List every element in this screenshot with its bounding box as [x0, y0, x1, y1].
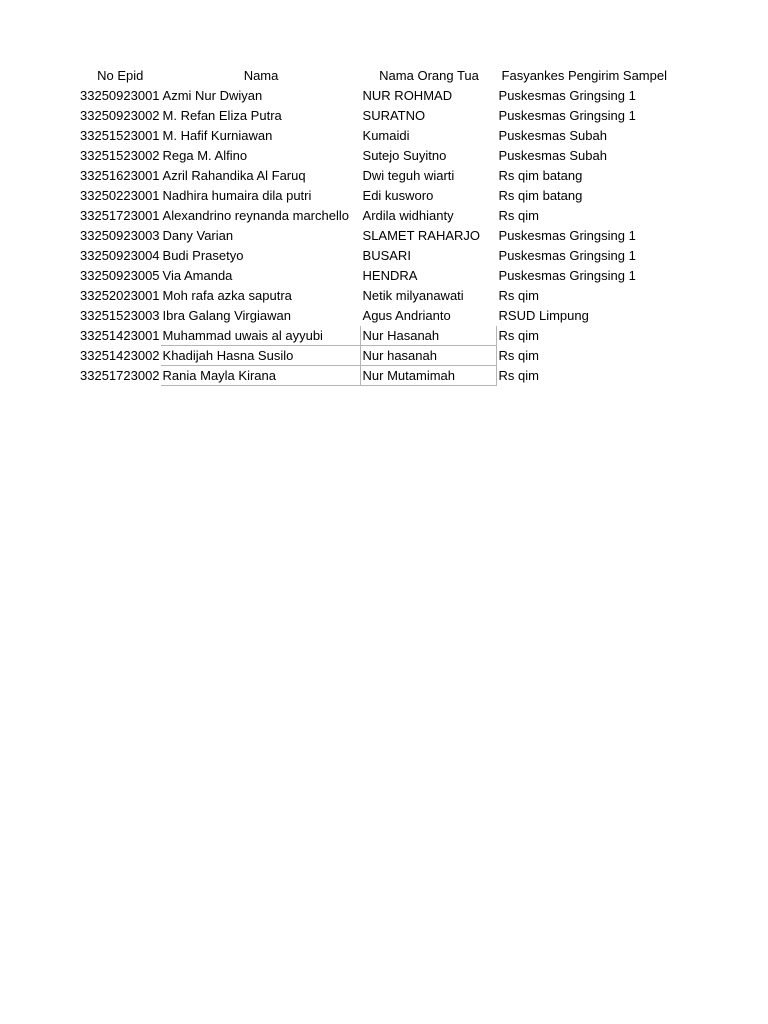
cell-nama: Khadijah Hasna Susilo	[160, 346, 360, 366]
table-row	[79, 266, 673, 286]
table-row	[79, 186, 673, 206]
cell-fasyankes: Rs qim	[498, 288, 539, 303]
cell-orang-tua: Kumaidi	[362, 128, 410, 143]
cell-fasyankes: Rs qim batang	[498, 188, 583, 203]
cell-fasyankes: Puskesmas Gringsing 1	[498, 268, 636, 283]
table-row	[79, 86, 673, 106]
cell-no-epid: 33251623001	[80, 168, 160, 183]
table-row	[79, 246, 673, 266]
cell-nama: Azmi Nur Dwiyan	[162, 88, 263, 103]
cell-no-epid: 33250923003	[80, 228, 160, 243]
cell-fasyankes: Puskesmas Gringsing 1	[498, 88, 636, 103]
cell-fasyankes: Rs qim	[498, 328, 539, 343]
table-row	[79, 346, 673, 366]
cell-fasyankes: Puskesmas Gringsing 1	[498, 248, 636, 263]
cell-no-epid: 33251723001	[80, 208, 160, 223]
cell-orang-tua: NUR ROHMAD	[362, 88, 453, 103]
cell-orang-tua: SLAMET RAHARJO	[362, 228, 481, 243]
cell-no-epid: 33250923002	[80, 108, 160, 123]
table-header	[79, 66, 673, 86]
table-row	[79, 326, 673, 346]
cell-no-epid: 33251723002	[80, 368, 160, 383]
table-row	[79, 166, 673, 186]
cell-nama: Via Amanda	[162, 268, 233, 283]
table-row	[79, 306, 673, 326]
table-row	[79, 206, 673, 226]
header-nama-orang-tua: Nama Orang Tua	[379, 68, 479, 83]
cell-no-epid: 33250923001	[80, 88, 160, 103]
cell-orang-tua: BUSARI	[362, 248, 411, 263]
table-row	[79, 286, 673, 306]
cell-orang-tua: HENDRA	[362, 268, 418, 283]
cell-nama: Nadhira humaira dila putri	[162, 188, 312, 203]
cell-orang-tua: Sutejo Suyitno	[362, 148, 447, 163]
cell-nama: Muhammad uwais al ayyubi	[160, 326, 360, 346]
cell-orang-tua: Nur Hasanah	[360, 326, 496, 346]
cell-orang-tua: Netik milyanawati	[362, 288, 464, 303]
header-nama: Nama	[243, 68, 279, 83]
table-row	[79, 226, 673, 246]
cell-nama: Rega M. Alfino	[162, 148, 248, 163]
cell-fasyankes: Puskesmas Subah	[498, 128, 607, 143]
cell-orang-tua: Ardila widhianty	[362, 208, 454, 223]
table-row	[79, 366, 673, 386]
cell-nama: M. Hafif Kurniawan	[162, 128, 273, 143]
spreadsheet-page	[78, 65, 673, 386]
header-row	[79, 66, 673, 86]
table-row	[79, 126, 673, 146]
cell-fasyankes: Rs qim batang	[498, 168, 583, 183]
cell-fasyankes: Puskesmas Subah	[498, 148, 607, 163]
cell-nama: Azril Rahandika Al Faruq	[162, 168, 306, 183]
cell-no-epid: 33251423002	[80, 348, 160, 363]
cell-nama: M. Refan Eliza Putra	[162, 108, 282, 123]
header-fasyankes: Fasyankes Pengirim Sampel	[501, 68, 667, 83]
cell-nama: Alexandrino reynanda marchello	[162, 208, 349, 223]
cell-no-epid: 33250923004	[80, 248, 160, 263]
cell-orang-tua: Dwi teguh wiarti	[362, 168, 455, 183]
cell-orang-tua: SURATNO	[362, 108, 426, 123]
cell-fasyankes: Puskesmas Gringsing 1	[498, 108, 636, 123]
cell-no-epid: 33251423001	[80, 328, 160, 343]
cell-nama: Rania Mayla Kirana	[160, 366, 360, 386]
cell-nama: Budi Prasetyo	[162, 248, 244, 263]
cell-no-epid: 33252023001	[80, 288, 160, 303]
cell-orang-tua: Nur Mutamimah	[360, 366, 496, 386]
cell-no-epid: 33251523002	[80, 148, 160, 163]
cell-orang-tua: Nur hasanah	[360, 346, 496, 366]
header-no-epid: No Epid	[97, 68, 144, 83]
patient-table	[78, 65, 673, 386]
cell-fasyankes: RSUD Limpung	[498, 308, 589, 323]
cell-orang-tua: Edi kusworo	[362, 188, 434, 203]
table-row	[79, 106, 673, 126]
cell-fasyankes: Rs qim	[498, 208, 539, 223]
cell-nama: Moh rafa azka saputra	[162, 288, 292, 303]
cell-orang-tua: Agus Andrianto	[362, 308, 451, 323]
cell-nama: Ibra Galang Virgiawan	[162, 308, 291, 323]
cell-no-epid: 33250923005	[80, 268, 160, 283]
cell-no-epid: 33250223001	[80, 188, 160, 203]
cell-no-epid: 33251523001	[80, 128, 160, 143]
cell-fasyankes: Puskesmas Gringsing 1	[498, 228, 636, 243]
cell-nama: Dany Varian	[162, 228, 234, 243]
table-body	[79, 86, 673, 386]
cell-fasyankes: Rs qim	[498, 368, 539, 383]
cell-fasyankes: Rs qim	[498, 348, 539, 363]
cell-no-epid: 33251523003	[80, 308, 160, 323]
table-row	[79, 146, 673, 166]
